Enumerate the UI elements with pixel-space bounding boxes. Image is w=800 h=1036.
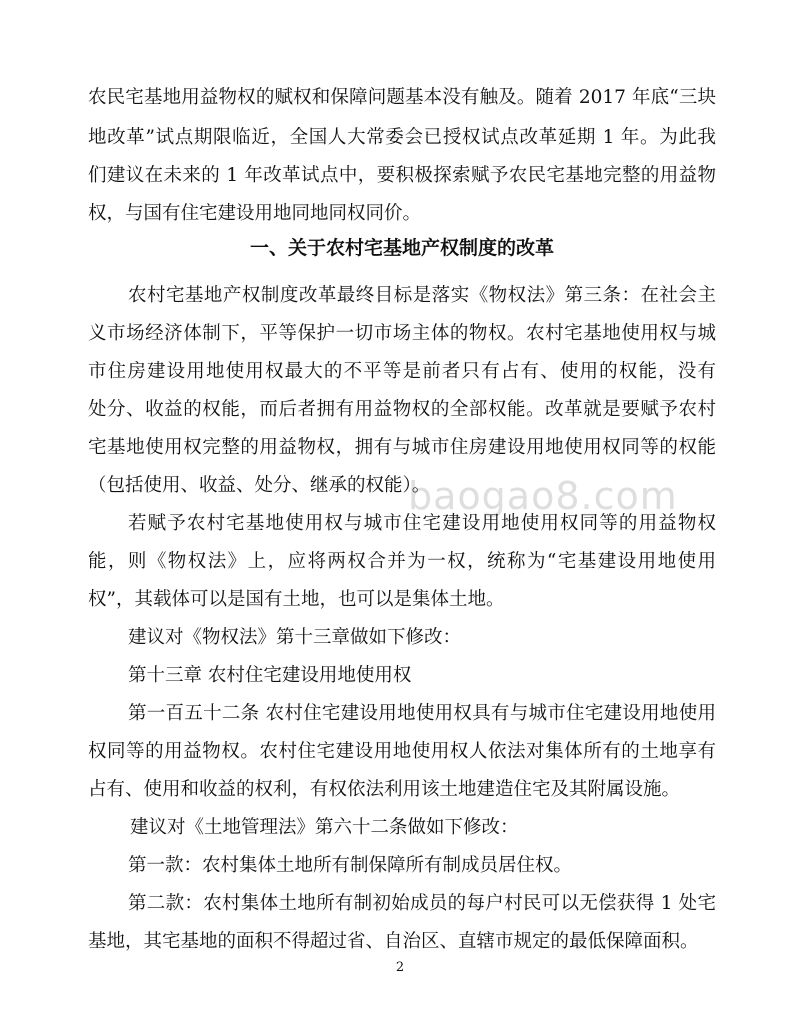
text-line: 第二款：农村集体土地所有制初始成员的每户村民可以无偿获得 1 处宅 (128, 893, 716, 914)
text-line: 权，与国有住宅建设用地同地同权同价。 (88, 203, 422, 224)
text-line: 第一百五十二条 农村住宅建设用地使用权具有与城市住宅建设用地使用 (128, 703, 716, 724)
page-number: 2 (395, 960, 405, 975)
text-line: 处分、收益的权能，而后者拥有用益物权的全部权能。改革就是要赋予农村 (88, 399, 716, 420)
text-line: 第十三章 农村住宅建设用地使用权 (128, 665, 412, 686)
text-line: 宅基地使用权完整的用益物权，拥有与城市住房建设用地使用权同等的权能 (88, 437, 716, 458)
text-line: 权同等的用益物权。农村住宅建设用地使用权人依法对集体所有的土地享有 (88, 741, 716, 762)
watermark: baogao8.com (408, 474, 678, 518)
text-line: 基地，其宅基地的面积不得超过省、自治区、直辖市规定的最低保障面积。 (88, 931, 699, 952)
text-line: 若赋予农村宅基地使用权与城市住宅建设用地使用权同等的用益物权 (128, 513, 716, 534)
text-line: 义市场经济体制下，平等保护一切市场主体的物权。农村宅基地使用权与城 (88, 323, 716, 344)
text-line: 建议对《土地管理法》第六十二条做如下修改： (130, 817, 519, 838)
text-line: （包括使用、收益、处分、继承的权能）。 (88, 475, 431, 496)
text-line: 能，则《物权法》上，应将两权合并为一权，统称为“宅基建设用地使用 (88, 551, 716, 572)
text-line: 们建议在未来的 1 年改革试点中，要积极探索赋予农民宅基地完整的用益物 (88, 165, 716, 186)
text-line: 农民宅基地用益物权的赋权和保障问题基本没有触及。随着 2017 年底“三块 (88, 87, 716, 108)
text-line: 农村宅基地产权制度改革最终目标是落实《物权法》第三条：在社会主 (128, 285, 716, 306)
text-line: 建议对《物权法》第十三章做如下修改： (128, 627, 462, 648)
text-line: 占有、使用和收益的权利，有权依法利用该土地建造住宅及其附属设施。 (88, 779, 681, 800)
text-line: 市住房建设用地使用权最大的不平等是前者只有占有、使用的权能，没有 (88, 361, 716, 382)
section-heading: 一、关于农村宅基地产权制度的改革 (249, 237, 554, 259)
text-line: 权”，其载体可以是国有土地，也可以是集体土地。 (88, 589, 505, 610)
text-line: 第一款：农村集体土地所有制保障所有制成员居住权。 (128, 855, 573, 876)
text-line: 地改革”试点期限临近，全国人大常委会已授权试点改革延期 1 年。为此我 (88, 127, 716, 148)
